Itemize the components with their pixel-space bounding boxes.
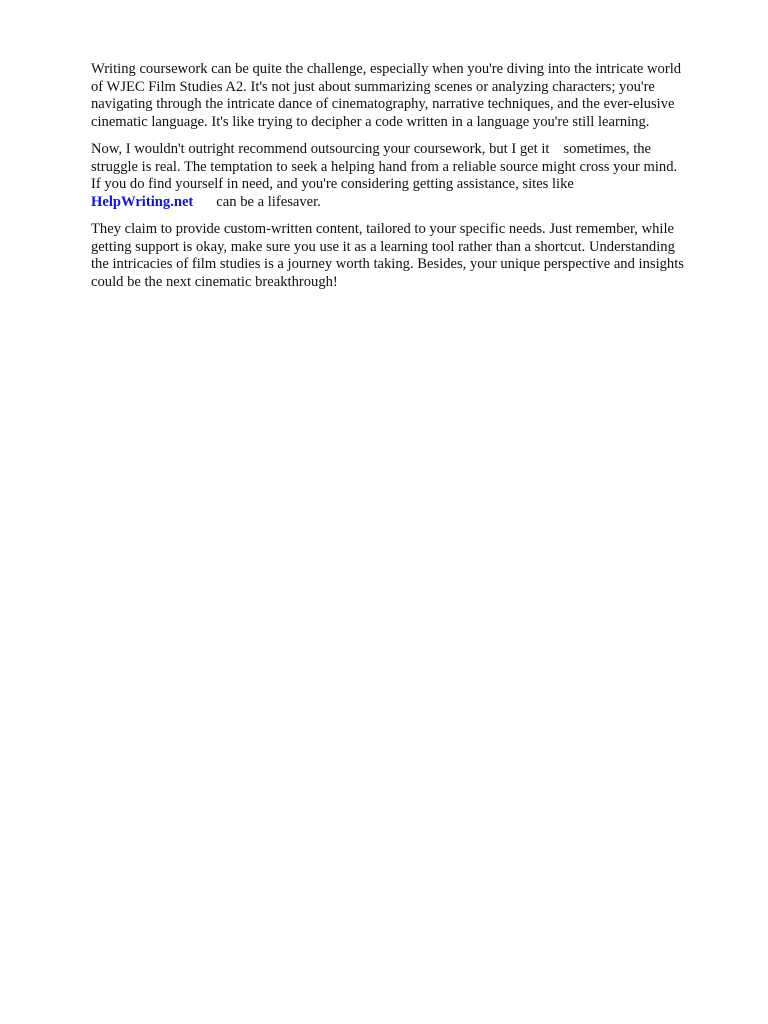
paragraph-closing [91, 221, 731, 291]
document-page [91, 61, 731, 301]
paragraph-line: the intricacies of film studies is a journey worth taking. Besides, your unique perspective and insights [91, 256, 684, 272]
paragraph-line-segment: sometimes, the [563, 141, 652, 157]
paragraph-line: If you do find yourself in need, and you're considering getting assistance, sites like [91, 176, 574, 192]
paragraph-recommendation [91, 141, 731, 211]
paragraph-line-segment: Now, I wouldn't outright recommend outsourcing your coursework, but I get it [91, 141, 550, 157]
paragraph-intro [91, 61, 731, 131]
paragraph-line: Writing coursework can be quite the challenge, especially when you're diving into the intricate world [91, 61, 682, 77]
paragraph-line: struggle is real. The temptation to seek a helping hand from a reliable source might cross your mind. [91, 158, 678, 175]
paragraph-line: getting support is okay, make sure you use it as a learning tool rather than a shortcut. Understanding [91, 238, 675, 255]
paragraph-line: of WJEC Film Studies A2. It's not just about summarizing scenes or analyzing characters; you're [91, 78, 655, 95]
paragraph-line: navigating through the intricate dance of cinematography, narrative techniques, and the ever-elusive [91, 96, 675, 112]
paragraph-line [91, 194, 731, 212]
helpwriting-link[interactable]: HelpWriting.net [91, 193, 194, 210]
paragraph-line: cinematic language. It's like trying to decipher a code written in a language you're still learning. [91, 113, 650, 130]
paragraph-line [91, 141, 731, 159]
paragraph-line-segment: can be a lifesaver. [216, 193, 321, 210]
paragraph-line: could be the next cinematic breakthrough! [91, 273, 338, 290]
paragraph-line: They claim to provide custom-written content, tailored to your specific needs. Just remember, while [91, 221, 674, 237]
